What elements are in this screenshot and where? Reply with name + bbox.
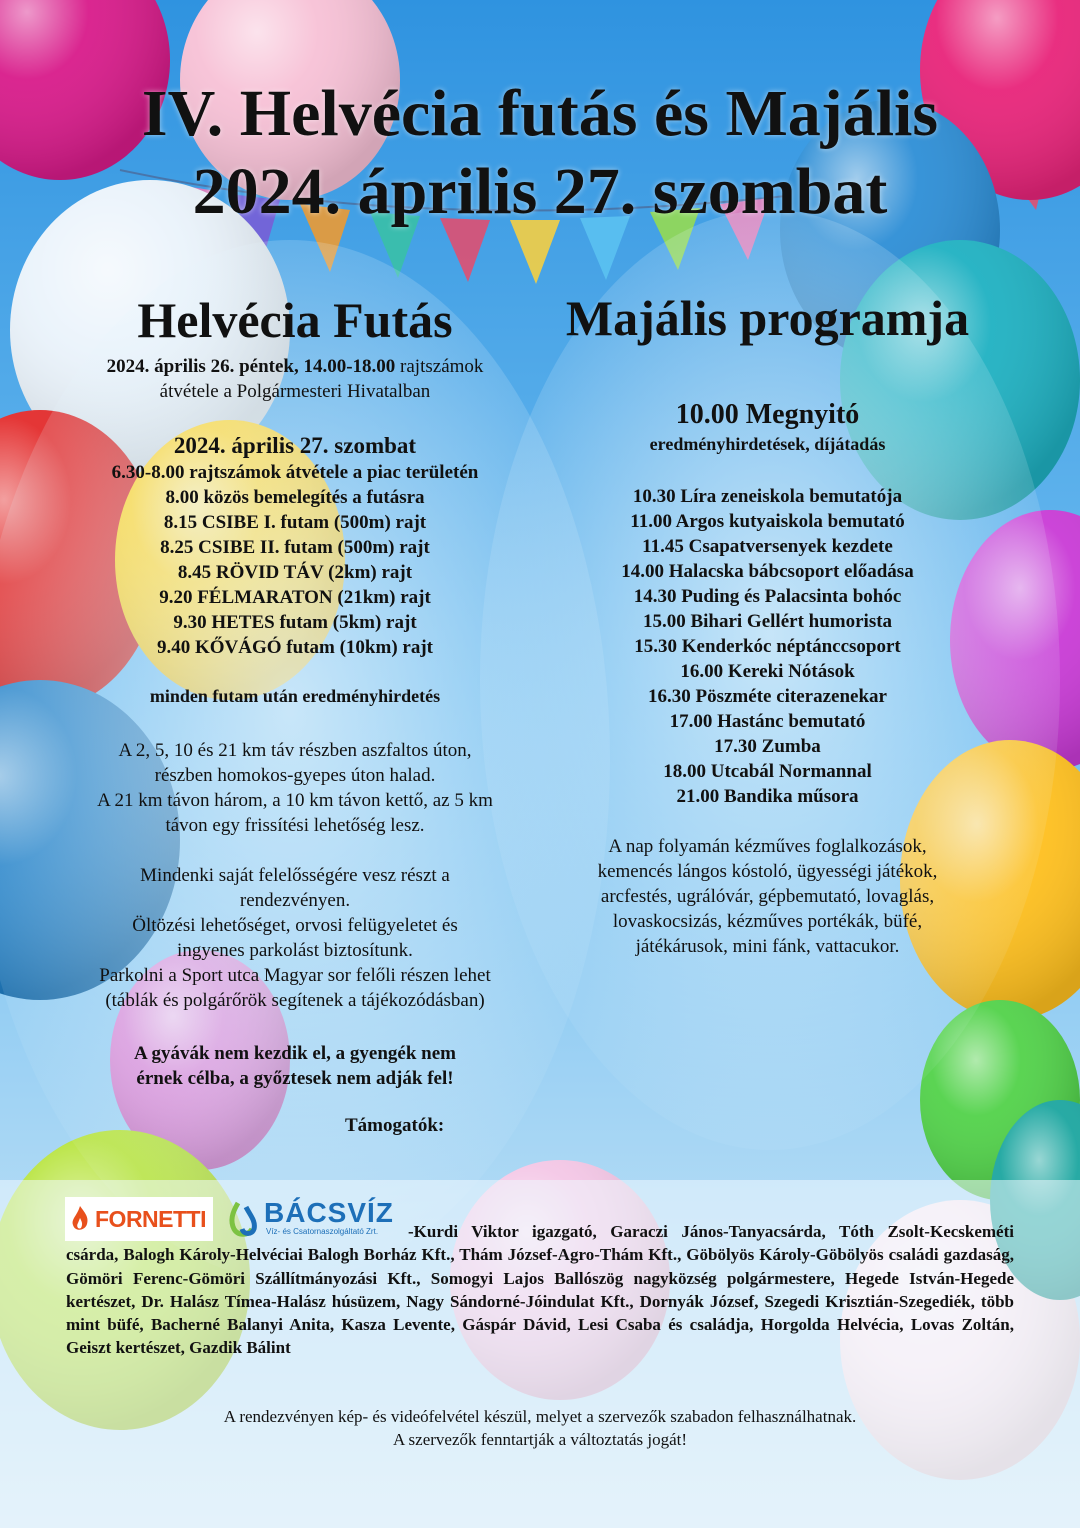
program-item: 14.30 Puding és Palacsinta bohóc <box>633 586 902 607</box>
opening-sub: eredményhirdetések, díjátadás <box>649 434 886 454</box>
activities-line: arcfestés, ugrálóvár, gépbemutató, lovaglás, <box>600 886 935 907</box>
majalis-heading: Majális programja <box>565 290 970 346</box>
activities-line: A nap folyamán kézműves foglalkozások, <box>608 836 927 857</box>
pickup-info <box>60 354 530 379</box>
course-line: A 2, 5, 10 és 21 km táv részben aszfaltos úton, <box>118 740 472 761</box>
course-line: A 21 km távon három, a 10 km távon kettő, az 5 km <box>97 790 493 811</box>
program-item: 10.30 Líra zeneiskola bemutatója <box>632 486 903 507</box>
results-note: minden futam után eredményhirdetés <box>149 686 441 706</box>
activities-line: kemencés lángos kóstoló, ügyességi játékok, <box>597 861 938 882</box>
program-item: 11.45 Csapatversenyek kezdete <box>642 536 893 557</box>
responsibility-line: Öltözési lehetőséget, orvosi felügyeletet és <box>132 915 458 936</box>
course-info <box>60 738 530 838</box>
majalis-program <box>520 484 1015 809</box>
schedule-item: 9.30 HETES futam (5km) rajt <box>173 612 417 633</box>
responsibility-line: Parkolni a Sport utca Magyar sor felőli részen lehet <box>99 965 491 986</box>
schedule-item: 6.30-8.00 rajtszámok átvétele a piac területén <box>111 462 479 483</box>
responsibility-info <box>60 863 530 1013</box>
course-line: részben homokos-gyepes úton halad. <box>154 765 436 786</box>
event-title-line2: 2024. április 27. szombat <box>192 155 888 228</box>
sponsors-text: -Kurdi Viktor igazgató, Garaczi János-Tanyacsárda, Tóth Zsolt-Kecskeméti csárda, Balogh Károly-Helvéciai Balogh Borház Kft., Thám József-Agro-Thám Kft., Göbölyös Károly-Göbölyös családi gazdaság, Gömöri Ferenc-Gömöri Szállítmányozási Kft., Somogyi Lajos Ballószög nagyközség polgármestere, Hegede István-Hegede kertészet, Dr. Halász Tímea-Halász húsüzem, Nagy Sándorné-Jóindulat Kft., Dornyák József, Szegedi Krisztián-Szegediék, több mint büfé, Bacherné Balanyi Anita, Kasza Levente, Gáspár Dávid, Lesi Csaba és családja, Horgolda Helvécia, Lovas Zoltán, Geiszt kertészet, Gazdik Bálint <box>66 1222 1014 1358</box>
motto <box>60 1041 530 1091</box>
responsibility-line: ingyenes parkolást biztosítunk. <box>177 940 413 961</box>
program-item: 11.00 Argos kutyaiskola bemutató <box>630 511 905 532</box>
motto-line: érnek célba, a győztesek nem adják fel! <box>136 1068 454 1089</box>
footer-line: A szervezők fenntartják a változtatás jogát! <box>392 1430 688 1449</box>
responsibility-line: (táblák és polgárőrök segítenek a tájékozódásban) <box>105 990 485 1011</box>
bacsviz-logo-subtitle: Víz- és Csatornaszolgáltató Zrt. <box>266 1227 379 1236</box>
schedule-item: 8.00 közös bemelegítés a futásra <box>165 487 425 508</box>
race-schedule <box>60 460 530 660</box>
majalis-column <box>520 290 1015 959</box>
program-item: 17.30 Zumba <box>714 736 821 757</box>
schedule-item: 8.15 CSIBE I. futam (500m) rajt <box>163 512 427 533</box>
schedule-item: 8.25 CSIBE II. futam (500m) rajt <box>160 537 430 558</box>
program-item: 15.30 Kenderkóc néptánccsoport <box>634 636 901 657</box>
pickup-date: 2024. április 26. péntek, 14.00-18.00 <box>106 356 396 377</box>
pickup-rest: rajtszámok <box>395 356 484 377</box>
run-column <box>60 292 530 1091</box>
course-line: távon egy frissítési lehetőség lesz. <box>165 815 425 836</box>
fornetti-logo-text: FORNETTI <box>95 1205 206 1232</box>
responsibility-line: rendezvényen. <box>239 890 351 911</box>
opening-item: 10.00 Megnyitó <box>675 399 860 430</box>
program-item: 15.00 Bihari Gellért humorista <box>642 611 893 632</box>
activities-info <box>520 834 1015 959</box>
motto-line: A gyávák nem kezdik el, a gyengék nem <box>134 1043 456 1064</box>
program-item: 21.00 Bandika műsora <box>676 786 859 807</box>
event-title-line1: IV. Helvécia futás és Majális <box>141 77 939 150</box>
program-item: 18.00 Utcabál Normannal <box>663 761 872 782</box>
pickup-location: átvétele a Polgármesteri Hivatalban <box>159 381 431 402</box>
program-item: 14.00 Halacska bábcsoport előadása <box>621 561 914 582</box>
run-heading: Helvécia Futás <box>137 292 453 348</box>
schedule-item: 9.40 KŐVÁGÓ futam (10km) rajt <box>157 637 433 658</box>
race-day-heading: 2024. április 27. szombat <box>173 433 417 458</box>
bacsviz-logo-text: BÁCSVÍZ <box>264 1197 394 1228</box>
footer <box>0 1405 1080 1451</box>
schedule-item: 8.45 RÖVID TÁV (2km) rajt <box>177 562 413 583</box>
responsibility-line: Mindenki saját felelősségére vesz részt a <box>140 865 450 886</box>
sponsors-label: Támogatók: <box>345 1115 445 1136</box>
schedule-item: 9.20 FÉLMARATON (21km) rajt <box>159 587 431 608</box>
activities-line: játékárusok, mini fánk, vattacukor. <box>635 936 900 957</box>
sponsors-list <box>66 1220 1014 1360</box>
activities-line: lovaskocsizás, kézműves portékák, büfé, <box>612 911 923 932</box>
program-item: 16.30 Pöszméte citerazenekar <box>648 686 887 707</box>
footer-line: A rendezvényen kép- és videófelvétel készül, melyet a szervezők szabadon felhasználhatnak. <box>223 1407 857 1426</box>
program-item: 17.00 Hastánc bemutató <box>669 711 866 732</box>
program-item: 16.00 Kereki Nótások <box>680 661 855 682</box>
